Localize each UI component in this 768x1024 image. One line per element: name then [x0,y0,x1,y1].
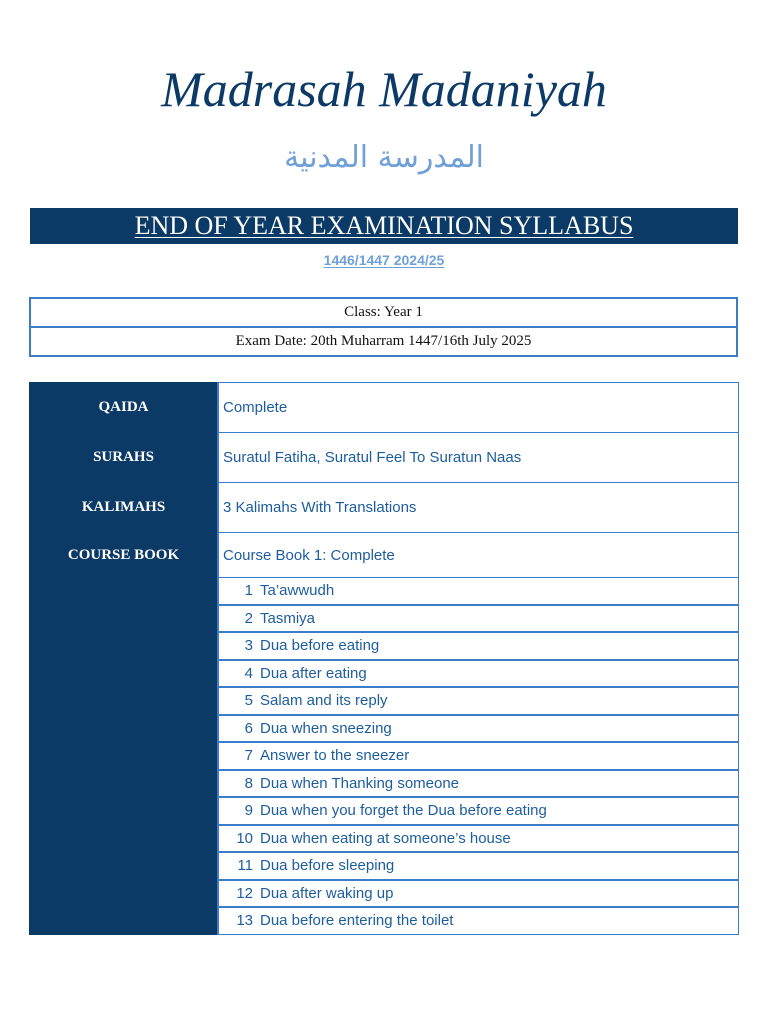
dua-list [219,578,738,934]
dua-text: Ta’awwudh [260,578,738,605]
banner-text: END OF YEAR EXAMINATION SYLLABUS [134,211,634,240]
dua-item [219,852,738,880]
qaida-label: QAIDA [30,383,219,433]
syllabus-table [29,382,739,935]
exam-info-table [29,297,738,357]
dua-text: Tasmiya [260,605,738,633]
duas-cell [218,578,739,935]
school-title-arabic: المدرسة المدنية [284,140,484,175]
dua-number: 12 [219,880,260,908]
dua-text: Dua before eating [260,632,738,660]
dua-text: Dua after waking up [260,880,738,908]
school-title: Madrasah Madaniyah [161,61,607,117]
syllabus-row-course-book [30,533,739,578]
dua-number: 1 [219,578,260,605]
dua-number: 3 [219,632,260,660]
syllabus-row-surahs [30,433,739,483]
dua-number: 13 [236,912,253,930]
dua-text: Dua before entering the toilet [260,912,454,930]
kalimahs-label: KALIMAHS [30,483,219,533]
dua-number: 2 [219,605,260,633]
dua-text: Dua when you forget the Dua before eating [260,797,738,825]
dua-item [219,715,738,743]
dua-item [219,770,738,798]
dua-item [219,907,738,934]
dua-item [219,797,738,825]
dua-number: 9 [219,797,260,825]
dua-number: 4 [219,660,260,688]
dua-number: 6 [219,715,260,743]
dua-item [219,605,738,633]
dua-item [219,660,738,688]
syllabus-row-duas [30,578,739,935]
syllabus-row-kalimahs [30,483,739,533]
surahs-label: SURAHS [30,433,219,483]
surahs-value: Suratul Fatiha, Suratul Feel To Suratun Naas [218,433,739,483]
dua-item [219,578,738,605]
dua-item [219,632,738,660]
course-book-value: Course Book 1: Complete [218,533,739,578]
academic-year-text: 1446/1447 2024/25 [323,252,445,268]
dua-item [219,880,738,908]
class-line: Class: Year 1 [344,304,423,320]
dua-number: 7 [219,742,260,770]
dua-number: 5 [219,687,260,715]
duas-label-cell [30,578,219,935]
dua-number: 11 [219,852,260,880]
dua-text: Dua when eating at someone’s house [260,825,738,853]
dua-item [219,742,738,770]
syllabus-row-qaida [30,383,739,433]
dua-item [219,825,738,853]
syllabus-banner [30,208,738,244]
dua-text: Dua when Thanking someone [260,770,738,798]
course-book-label: COURSE BOOK [30,533,219,578]
exam-date-line: Exam Date: 20th Muharram 1447/16th July 2025 [31,326,736,355]
dua-number: 10 [219,825,260,853]
dua-item [219,687,738,715]
dua-text: Dua before sleeping [260,852,738,880]
academic-year [0,252,768,268]
dua-text: Dua when sneezing [260,715,738,743]
dua-number: 8 [219,770,260,798]
qaida-value: Complete [218,383,739,433]
dua-text: Answer to the sneezer [260,742,738,770]
dua-text: Salam and its reply [260,687,738,715]
kalimahs-value: 3 Kalimahs With Translations [218,483,739,533]
dua-text: Dua after eating [260,660,738,688]
